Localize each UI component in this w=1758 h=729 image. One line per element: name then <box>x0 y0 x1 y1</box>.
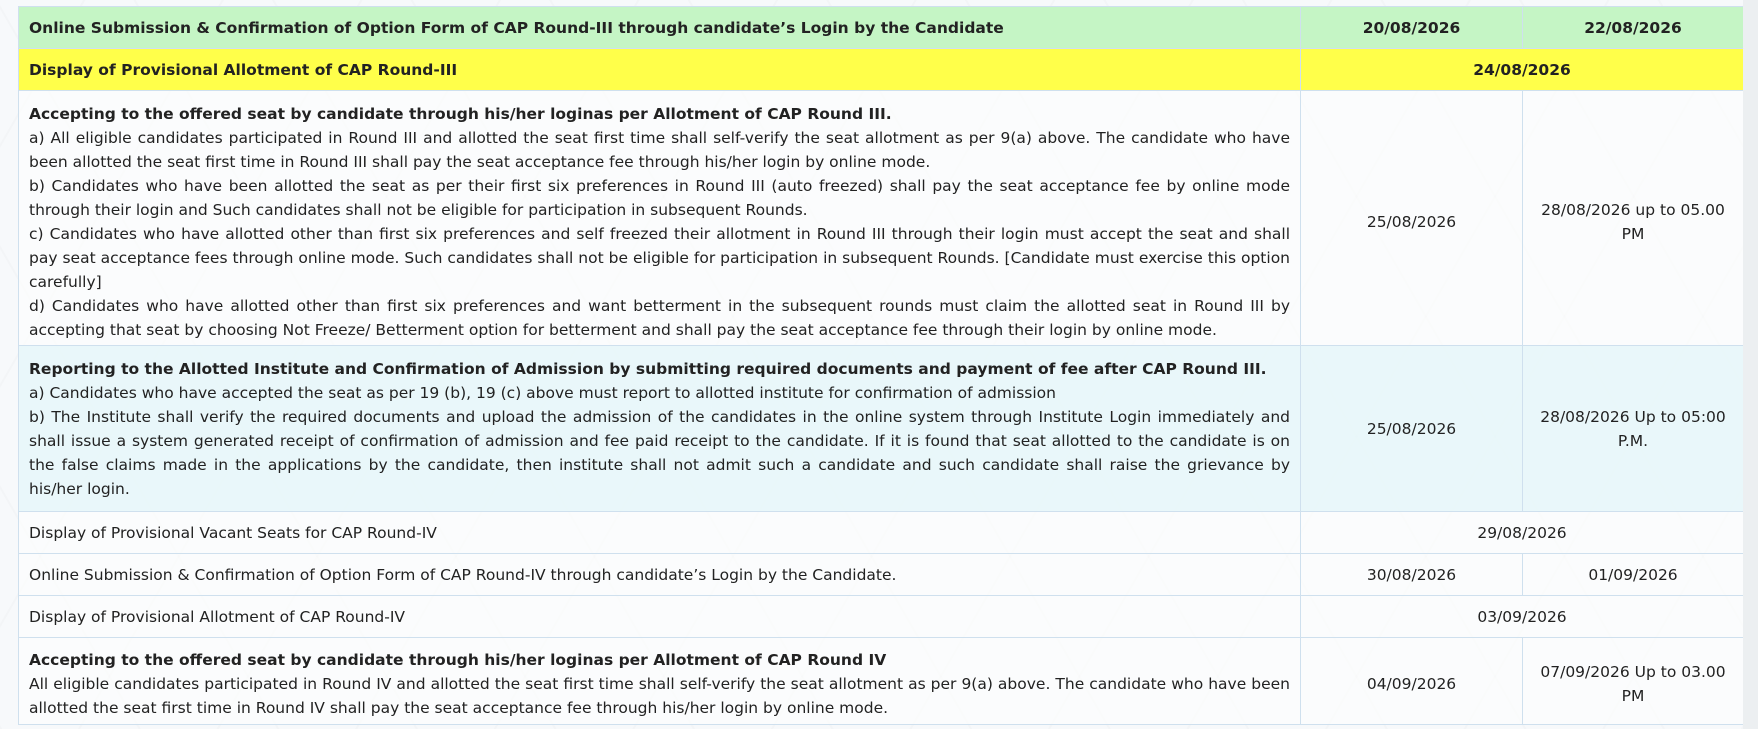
table-row <box>19 49 1744 91</box>
activity-clause: c) Candidates who have allotted other than first six preferences and self freezed their allotment in Round III through their login must accept the seat and shall pay seat acceptance fees through online mode. Such candidates shall not be eligible for participation in subsequent Rounds. [Candidate must exercise this option carefully] <box>29 225 1290 291</box>
start-date-cell: 25/08/2026 <box>1301 346 1523 512</box>
end-date-cell: 22/08/2026 <box>1523 7 1744 49</box>
date-cell: 29/08/2026 <box>1301 512 1744 554</box>
activity-clause: a) Candidates who have accepted the seat as per 19 (b), 19 (c) above must report to allotted institute for confirmation of admission <box>29 384 1056 402</box>
activity-cell: Display of Provisional Vacant Seats for CAP Round-IV <box>19 512 1301 554</box>
vertical-scrollbar[interactable] <box>1743 0 1758 729</box>
date-cell: 24/08/2026 <box>1301 49 1744 91</box>
start-date-cell: 04/09/2026 <box>1301 638 1523 725</box>
table-row <box>19 638 1744 725</box>
activity-heading: Accepting to the offered seat by candidate through his/her loginas per Allotment of CAP Round III. <box>29 105 892 123</box>
activity-heading: Accepting to the offered seat by candidate through his/her loginas per Allotment of CAP Round IV <box>29 651 887 669</box>
start-date-cell: 30/08/2026 <box>1301 554 1523 596</box>
activity-clause: All eligible candidates participated in Round IV and allotted the seat first time shall self-verify the seat allotment as per 9(a) above. The candidate who have been allotted the seat first time in Round IV shall pay the seat acceptance fee through his/her login by online mode. <box>29 675 1290 717</box>
activity-cell: Display of Provisional Allotment of CAP Round-III <box>19 49 1301 91</box>
end-date-cell: 07/09/2026 Up to 03.00 PM <box>1523 638 1744 725</box>
activity-clause: d) Candidates who have allotted other than first six preferences and want betterment in the subsequent rounds must claim the allotted seat in Round III by accepting that seat by choosing Not Freeze/ Betterment option for betterment and shall pay the seat acceptance fee through their login by online mode. <box>29 297 1290 339</box>
activity-cell <box>19 638 1301 725</box>
cap-schedule-table <box>18 6 1743 725</box>
table-row <box>19 512 1744 554</box>
activity-cell: Online Submission & Confirmation of Option Form of CAP Round-III through candidate’s Login by the Candidate <box>19 7 1301 49</box>
activity-clause: a) All eligible candidates participated in Round III and allotted the seat first time shall self-verify the seat allotment as per 9(a) above. The candidate who have been allotted the seat first time in Round III shall pay the seat acceptance fee through his/her login by online mode. <box>29 129 1290 171</box>
end-date-cell: 28/08/2026 up to 05.00 PM <box>1523 91 1744 346</box>
activity-clause: b) The Institute shall verify the required documents and upload the admission of the candidates in the online system through Institute Login immediately and shall issue a system generated receipt of confirmation of admission and fee paid receipt to the candidate. If it is found that seat allotted to the candidate is on the false claims made in the applications by the candidate, then institute shall not admit such a candidate and such candidate shall raise the grievance by his/her login. <box>29 408 1290 498</box>
activity-heading: Reporting to the Allotted Institute and Confirmation of Admission by submitting required documents and payment of fee after CAP Round III. <box>29 360 1267 378</box>
table-row <box>19 346 1744 512</box>
table-row <box>19 596 1744 638</box>
activity-clause: b) Candidates who have been allotted the seat as per their first six preferences in Round III (auto freezed) shall pay the seat acceptance fee by online mode through their login and Such candidates shall not be eligible for participation in subsequent Rounds. <box>29 177 1290 219</box>
activity-cell <box>19 346 1301 512</box>
table-row <box>19 554 1744 596</box>
date-cell: 03/09/2026 <box>1301 596 1744 638</box>
activity-cell: Display of Provisional Allotment of CAP Round-IV <box>19 596 1301 638</box>
table-row <box>19 91 1744 346</box>
start-date-cell: 20/08/2026 <box>1301 7 1523 49</box>
end-date-cell: 01/09/2026 <box>1523 554 1744 596</box>
end-date-cell: 28/08/2026 Up to 05:00 P.M. <box>1523 346 1744 512</box>
activity-cell: Online Submission & Confirmation of Option Form of CAP Round-IV through candidate’s Login by the Candidate. <box>19 554 1301 596</box>
table-row <box>19 7 1744 49</box>
activity-cell <box>19 91 1301 346</box>
start-date-cell: 25/08/2026 <box>1301 91 1523 346</box>
